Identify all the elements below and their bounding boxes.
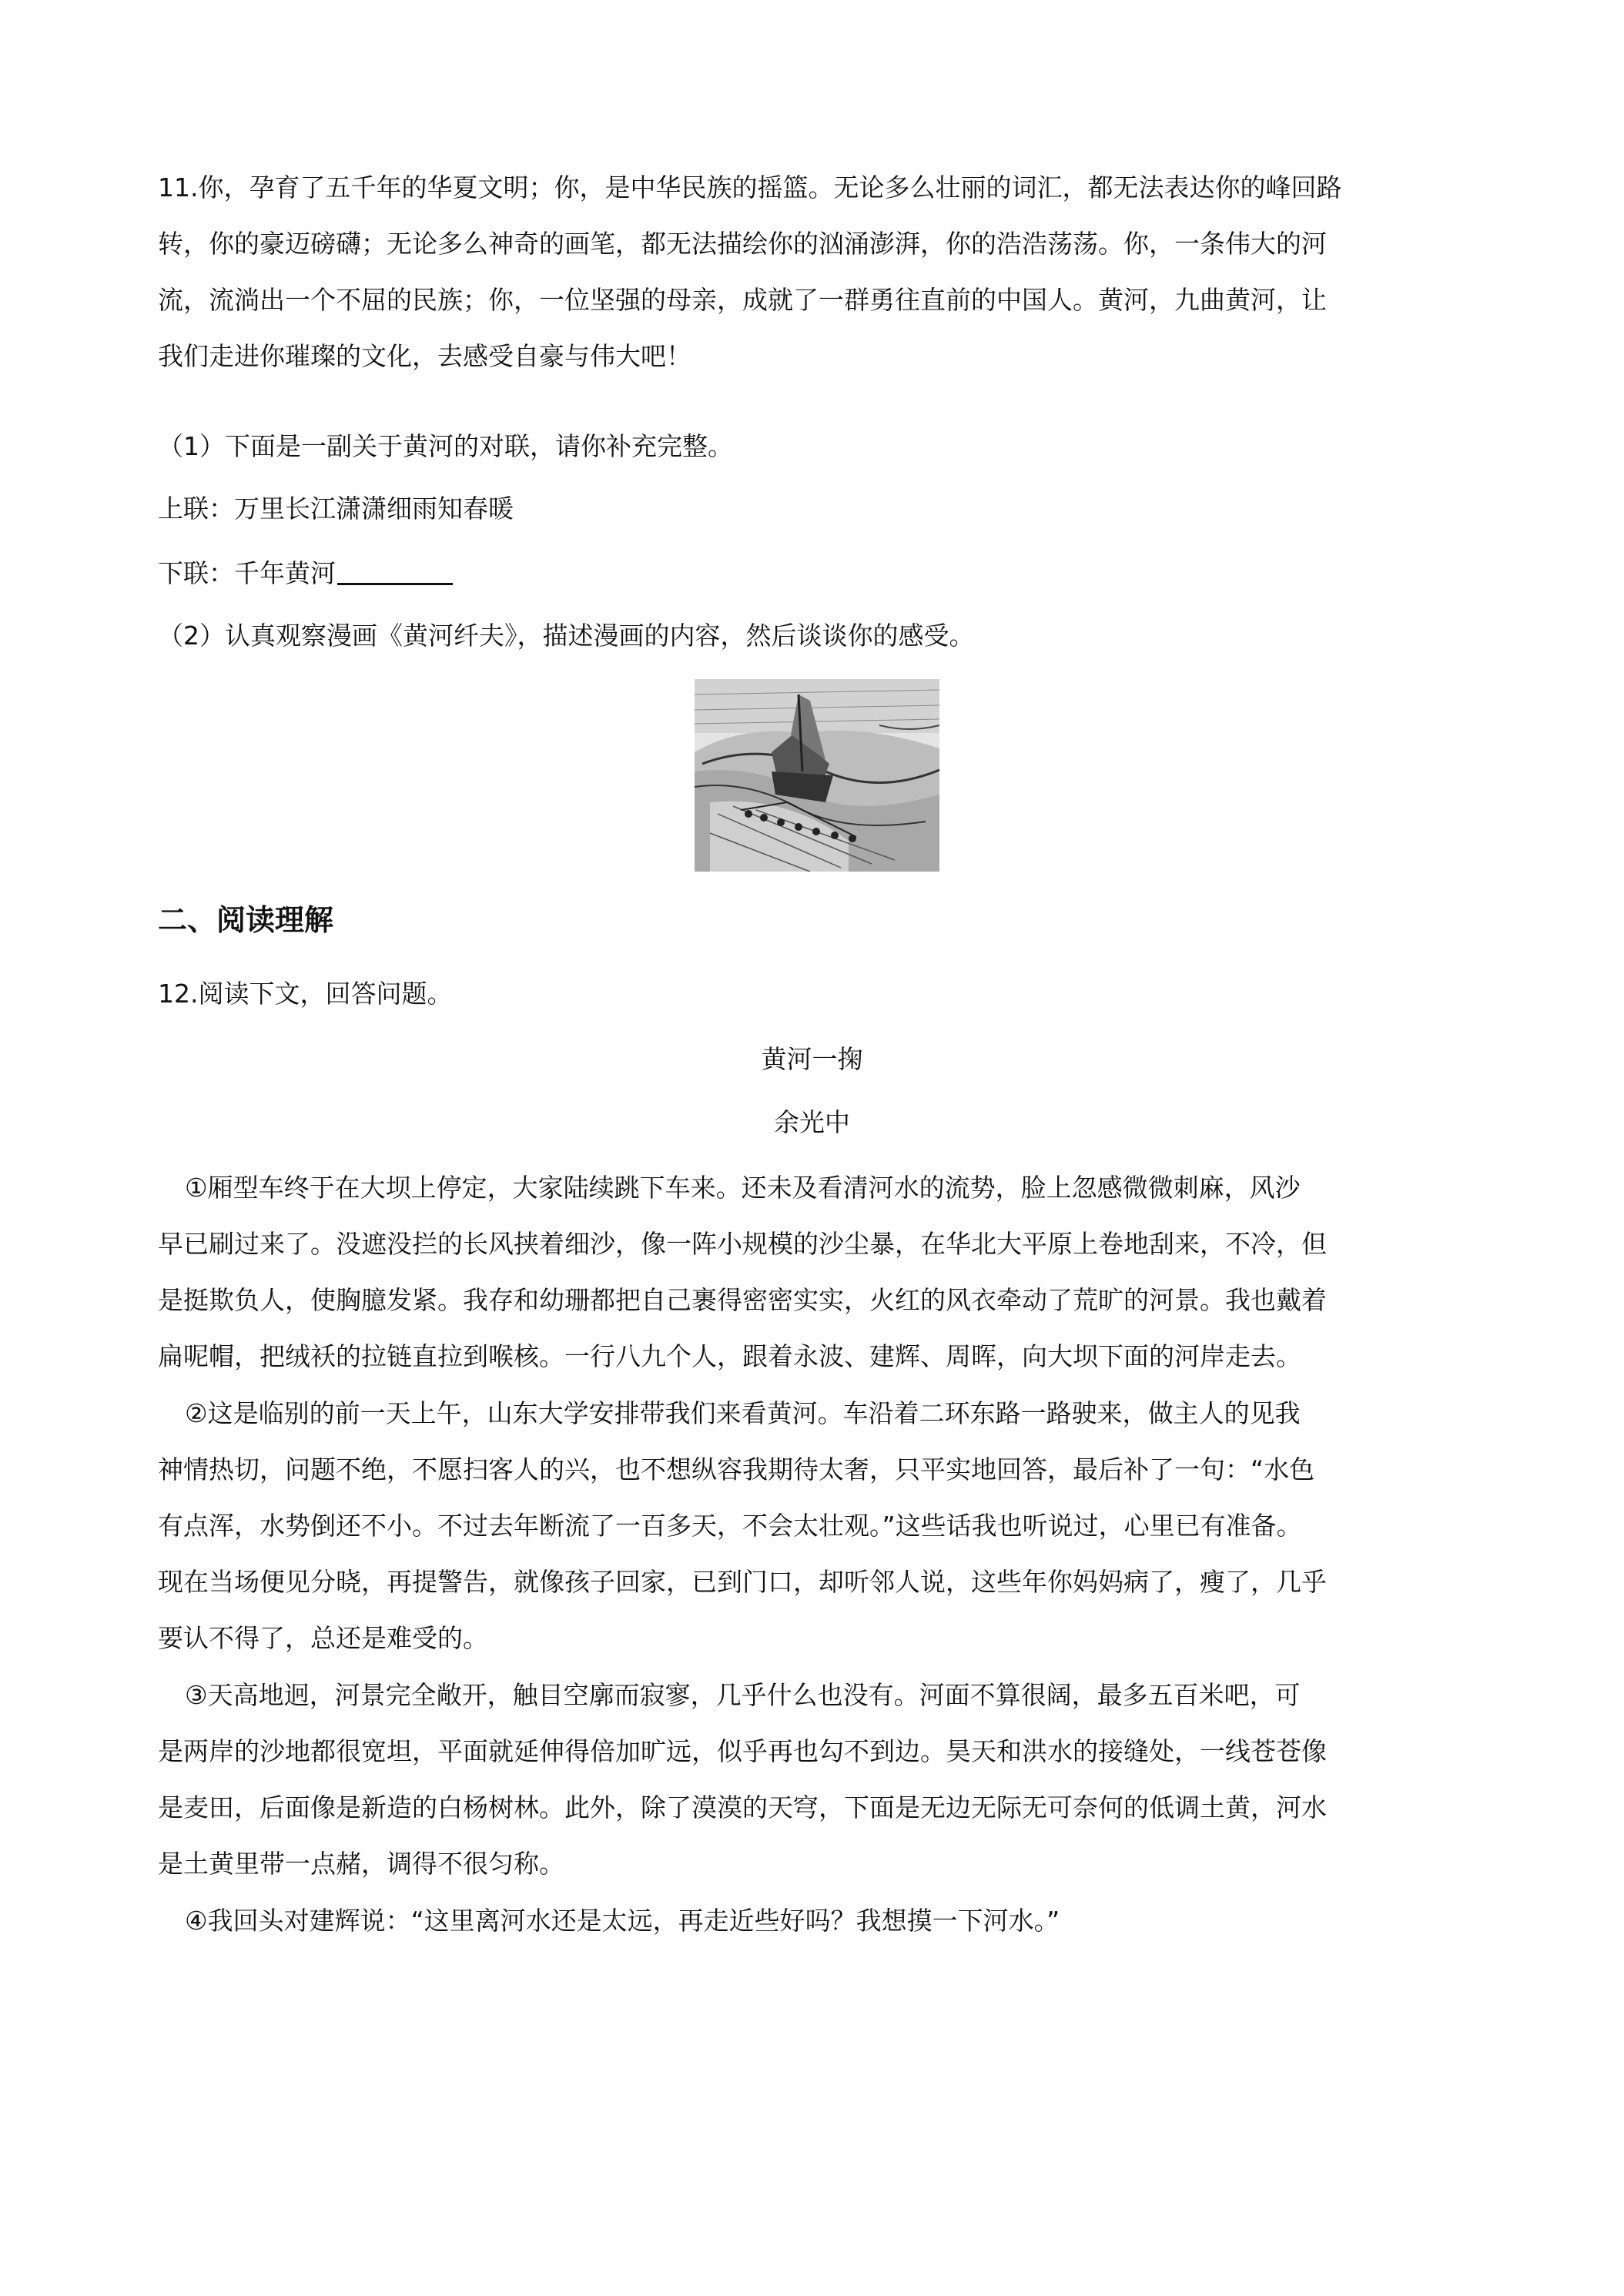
article-author: 余光中: [774, 1107, 850, 1137]
paragraph-line: 是挺欺负人，使胸臆发紧。我存和幼珊都把自己裹得密密实实，火红的风衣牵动了荒旷的河景。我也戴着: [158, 1285, 1327, 1315]
q11-line: 流，流淌出一个不屈的民族；你，一位坚强的母亲，成就了一群勇往直前的中国人。黄河，九曲黄河，让: [158, 285, 1327, 315]
paragraph-line: 是两岸的沙地都很宽坦，平面就延伸得倍加旷远，似乎再也勾不到边。昊天和洪水的接缝处，一线苍苍像: [158, 1736, 1327, 1766]
paragraph-3: [185, 1680, 1494, 1736]
q12-intro: 12.阅读下文，回答问题。: [158, 979, 453, 1009]
paragraph-line: ②这是临别的前一天上午，山东大学安排带我们来看黄河。车沿着二环东路一路驶来，做主人的见我: [185, 1398, 1301, 1428]
paragraph-line: 是麦田，后面像是新造的白杨树林。此外，除了漠漠的天穹，下面是无边无际无可奈何的低调土黄，河水: [158, 1792, 1327, 1822]
q11-sub2: （2）认真观察漫画《黄河纤夫》，描述漫画的内容，然后谈谈你的感受。: [158, 621, 975, 651]
paragraph-2-cont: [158, 1454, 1467, 1679]
paragraph-line: 现在当场便见分晓，再提警告，就像孩子回家，已到门口，却听邻人说，这些年你妈妈病了，瘦了，几乎: [158, 1567, 1327, 1597]
article-title: 黄河一掬: [761, 1044, 863, 1074]
couplet-lower-text: 下联：千年黄河: [158, 558, 336, 588]
paragraph-1: [185, 1173, 1494, 1229]
paragraph-4: ④我回头对建辉说：“这里离河水还是太远，再走近些好吗？我想摸一下河水。”: [185, 1906, 1060, 1936]
q11-line: 转，你的豪迈磅礴；无论多么神奇的画笔，都无法描绘你的汹涌澎湃，你的浩浩荡荡。你，一条伟大的河: [158, 229, 1327, 259]
couplet-upper: 上联：万里长江潇潇细雨知春暖: [158, 494, 514, 524]
paragraph-line: 扁呢帽，把绒袄的拉链直拉到喉核。一行八九个人，跟着永波、建辉、周晖，向大坝下面的河岸走去。: [158, 1341, 1301, 1371]
trackers-cartoon-image: [695, 679, 939, 872]
paragraph-line: 有点浑，水势倒还不小。不过去年断流了一百多天，不会太壮观。”这些话我也听说过，心里已有准备。: [158, 1511, 1302, 1541]
paragraph-line: ③天高地迥，河景完全敞开，触目空廓而寂寥，几乎什么也没有。河面不算很阔，最多五百米吧，可: [185, 1680, 1301, 1710]
paragraph-3-cont: [158, 1736, 1467, 1905]
section-heading: 二、阅读理解: [158, 903, 334, 937]
q11-line: 我们走进你璀璨的文化，去感受自豪与伟大吧！: [158, 341, 691, 371]
answer-blank[interactable]: [337, 557, 453, 585]
paragraph-line: ①厢型车终于在大坝上停定，大家陆续跳下车来。还未及看清河水的流势，脸上忽感微微刺麻，风沙: [185, 1173, 1301, 1203]
paragraph-line: 要认不得了，总还是难受的。: [158, 1623, 488, 1653]
paragraph-1-cont: [158, 1229, 1467, 1397]
couplet-lower: [158, 557, 1467, 589]
paragraph-2: [185, 1398, 1494, 1454]
paragraph-line: 早已刷过来了。没遮没拦的长风挟着细沙，像一阵小规模的沙尘暴，在华北大平原上卷地刮来，不冷，但: [158, 1229, 1327, 1259]
q11-paragraph: [158, 172, 1467, 397]
paragraph-line: 是土黄里带一点赭，调得不很匀称。: [158, 1849, 564, 1879]
paragraph-line: 神情热切，问题不绝，不愿扫客人的兴，也不想纵容我期待太奢，只平实地回答，最后补了一句：“水色: [158, 1454, 1315, 1484]
q11-sub1: （1）下面是一副关于黄河的对联，请你补充完整。: [158, 431, 733, 461]
q11-line: 11.你，孕育了五千年的华夏文明；你，是中华民族的摇篮。无论多么壮丽的词汇，都无法表达你的峰回路: [158, 172, 1342, 202]
